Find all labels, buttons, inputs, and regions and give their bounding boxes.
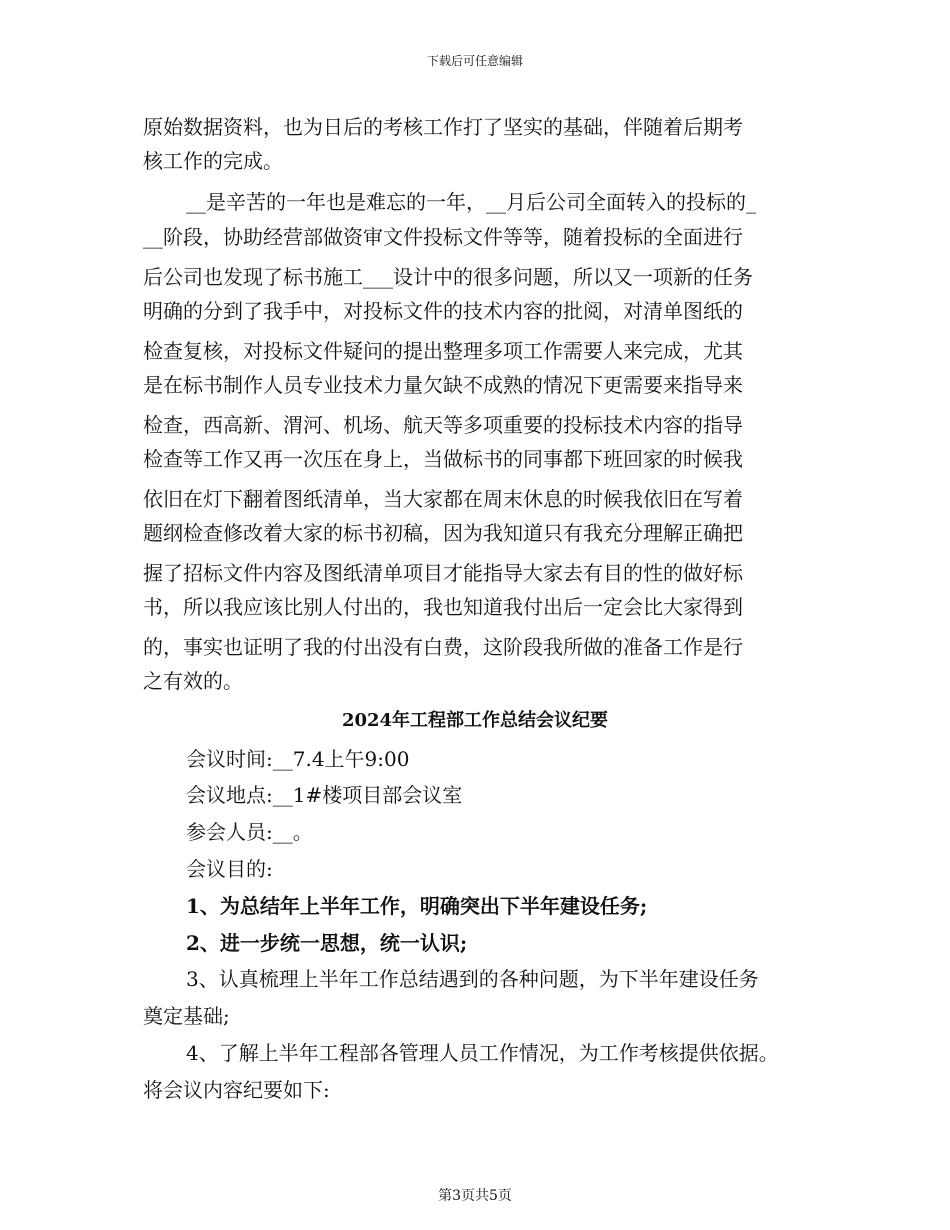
body-line: 是在标书制作人员专业技术力量欠缺不成熟的情况下更需要来指导来 (143, 373, 743, 397)
purpose-item-1: 1、为总结年上半年工作，明确突出下半年建设任务; (186, 894, 648, 918)
body-line: 明确的分到了我手中，对投标文件的技术内容的批阅，对清单图纸的 (143, 299, 743, 323)
body-line: 的，事实也证明了我的付出没有白费，这阶段我所做的准备工作是行 (143, 635, 743, 659)
purpose-item-2: 2、进一步统一思想，统一认识; (186, 931, 468, 955)
page-header: 下载后可任意编辑 (426, 54, 523, 68)
section-title: 2024年工程部工作总结会议纪要 (341, 710, 609, 731)
meeting-attendees: 参会人员:__。 (186, 820, 313, 844)
body-line: 原始数据资料，也为日后的考核工作打了坚实的基础，伴随着后期考 (143, 115, 743, 139)
body-line: 后公司也发现了标书施工___设计中的很多问题，所以又一项新的任务 (143, 265, 753, 289)
body-line: __阶段，协助经营部做资审文件投标文件等等，随着投标的全面进行 (143, 225, 743, 249)
meeting-purpose-label: 会议目的: (186, 857, 273, 881)
body-line: 题纲检查修改着大家的标书初稿，因为我知道只有我充分理解正确把 (143, 521, 743, 545)
body-line: __是辛苦的一年也是难忘的一年，__月后公司全面转入的投标的_ (186, 190, 756, 214)
purpose-item-3-cont: 奠定基础; (143, 1004, 230, 1028)
body-line: 之有效的。 (143, 669, 243, 693)
body-line: 检查，西高新、渭河、机场、航天等多项重要的投标技术内容的指导 (143, 413, 743, 437)
minutes-intro: 将会议内容纪要如下: (143, 1078, 330, 1102)
purpose-item-3: 3、认真梳理上半年工作总结遇到的各种问题，为下半年建设任务 (186, 967, 759, 991)
body-line: 握了招标文件内容及图纸清单项目才能指导大家去有目的性的做好标 (143, 561, 743, 585)
body-line: 书，所以我应该比别人付出的，我也知道我付出后一定会比大家得到 (143, 595, 743, 619)
body-line: 核工作的完成。 (143, 149, 283, 173)
body-line: 检查等工作又再一次压在身上，当做标书的同事都下班回家的时候我 (143, 447, 743, 471)
page-footer: 第3页共5页 (438, 1188, 512, 1204)
purpose-item-4: 4、了解上半年工程部各管理人员工作情况，为工作考核提供依据。 (186, 1041, 779, 1065)
body-line: 依旧在灯下翻着图纸清单，当大家都在周末休息的时候我依旧在写着 (143, 487, 743, 511)
meeting-time: 会议时间:__7.4上午9:00 (186, 747, 410, 771)
body-line: 检查复核，对投标文件疑问的提出整理多项工作需要人来完成，尤其 (143, 339, 743, 363)
meeting-place: 会议地点:__1#楼项目部会议室 (186, 783, 463, 807)
